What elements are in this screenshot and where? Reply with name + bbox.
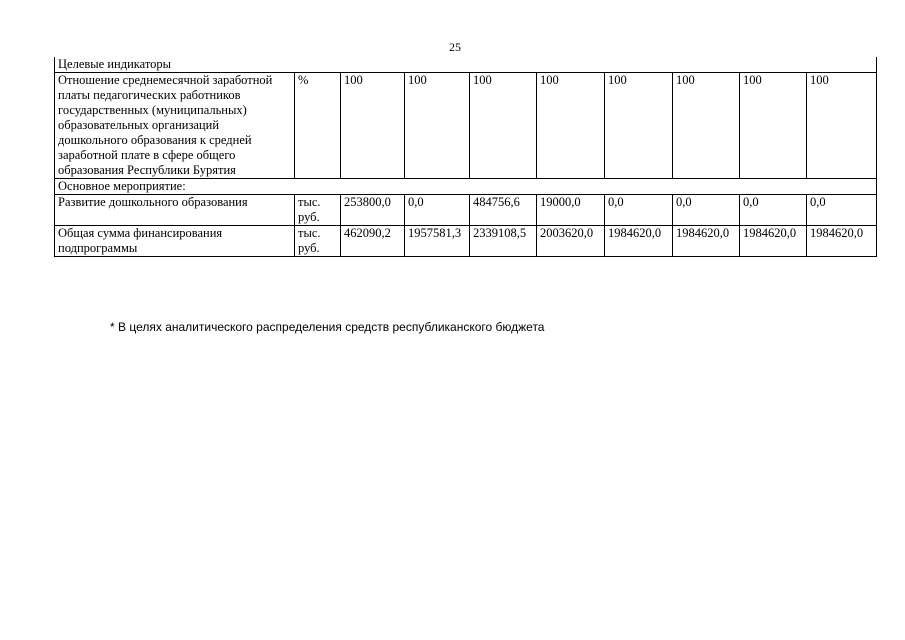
table-row-activity xyxy=(55,195,877,226)
activity-value: 0,0 xyxy=(605,195,673,226)
total-value: 1984620,0 xyxy=(605,226,673,257)
activity-value: 484756,6 xyxy=(470,195,537,226)
total-unit: тыс. руб. xyxy=(295,226,341,257)
indicator-value: 100 xyxy=(341,73,405,179)
total-name: Общая сумма финансирования подпрограммы xyxy=(55,226,295,257)
activity-unit: тыс. руб. xyxy=(295,195,341,226)
section-row-targets xyxy=(55,57,877,73)
activity-value: 253800,0 xyxy=(341,195,405,226)
total-value: 2339108,5 xyxy=(470,226,537,257)
total-value: 1984620,0 xyxy=(740,226,807,257)
indicator-value: 100 xyxy=(537,73,605,179)
indicator-name: Отношение среднемесячной заработной платы педагогических работников государственных (муниципальных) образовательных организаций дошкольного образования к средней заработной плате в сфере общего образования Республики Бурятия xyxy=(55,73,295,179)
page-number: 25 xyxy=(449,40,461,54)
financing-table xyxy=(54,57,877,257)
activity-value: 0,0 xyxy=(673,195,740,226)
total-value: 1984620,0 xyxy=(673,226,740,257)
indicator-value: 100 xyxy=(470,73,537,179)
section-row-main-activity xyxy=(55,179,877,195)
total-value: 1984620,0 xyxy=(807,226,877,257)
total-value: 462090,2 xyxy=(341,226,405,257)
activity-name: Развитие дошкольного образования xyxy=(55,195,295,226)
indicator-value: 100 xyxy=(605,73,673,179)
activity-value: 19000,0 xyxy=(537,195,605,226)
activity-value: 0,0 xyxy=(807,195,877,226)
indicator-value: 100 xyxy=(673,73,740,179)
section-title-targets: Целевые индикаторы xyxy=(55,57,877,73)
table-row-total xyxy=(55,226,877,257)
section-title-main-activity: Основное мероприятие: xyxy=(55,179,877,195)
activity-value: 0,0 xyxy=(405,195,470,226)
indicator-value: 100 xyxy=(405,73,470,179)
indicator-value: 100 xyxy=(740,73,807,179)
table-row-indicator xyxy=(55,73,877,179)
footnote: * В целях аналитического распределения средств республиканского бюджета xyxy=(110,320,545,334)
indicator-unit: % xyxy=(295,73,341,179)
indicator-value: 100 xyxy=(807,73,877,179)
activity-value: 0,0 xyxy=(740,195,807,226)
total-value: 1957581,3 xyxy=(405,226,470,257)
total-value: 2003620,0 xyxy=(537,226,605,257)
